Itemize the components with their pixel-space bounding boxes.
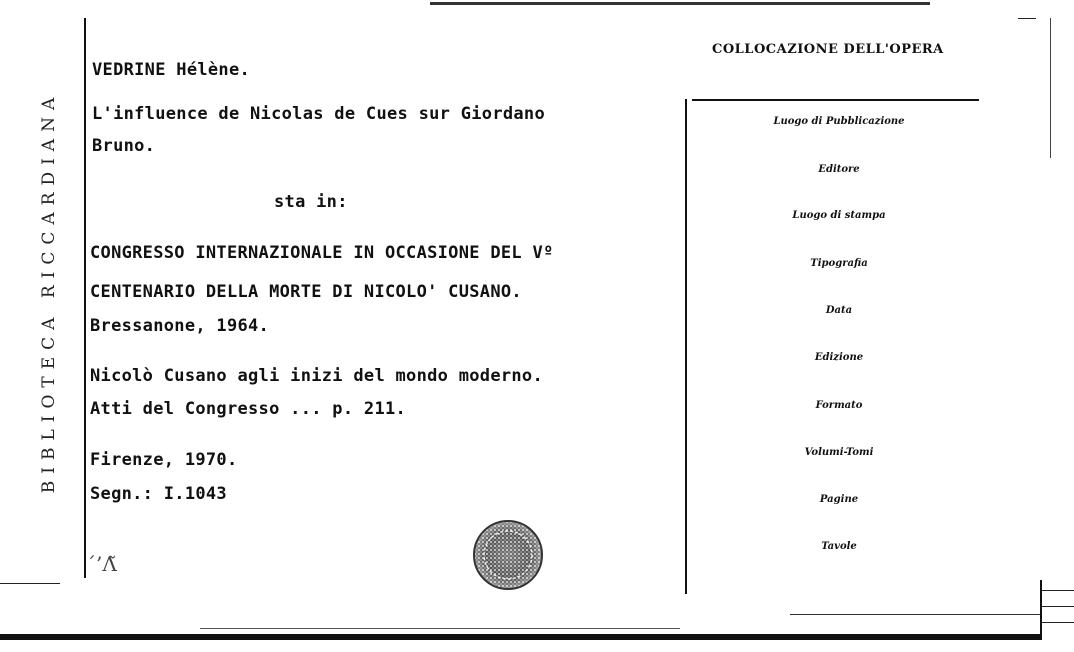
collocation-heading: COLLOCAZIONE DELL'OPERA	[712, 42, 944, 57]
library-stamp-icon	[470, 517, 546, 593]
field-printer: Tipografia	[810, 258, 868, 269]
field-place-of-publication: Luogo di Pubblicazione	[773, 116, 905, 127]
scan-dash-bottom-left	[0, 583, 60, 584]
collocation-top-rule	[692, 99, 979, 101]
collocation-left-rule	[685, 99, 687, 594]
field-pages: Pagine	[819, 494, 859, 505]
scan-mark-right-vertical	[1040, 580, 1042, 640]
source-line-1: CONGRESSO INTERNAZIONALE IN OCCASIONE DEL Vº	[90, 243, 554, 263]
handwritten-mark: ´’Λ̃	[86, 552, 117, 576]
source-line-5: Atti del Congresso ... p. 211.	[90, 399, 407, 419]
source-line-4: Nicolò Cusano agli inizi del mondo moderno.	[90, 366, 543, 386]
scan-dash-bottom-mid	[200, 628, 680, 629]
field-place-of-printing: Luogo di stampa	[792, 210, 886, 221]
scan-mark-right-2	[1042, 606, 1074, 607]
library-name: BIBLIOTECA RICCARDIANA	[39, 90, 59, 494]
scan-mark-right-3	[1042, 622, 1074, 623]
in-label: sta in:	[274, 192, 348, 212]
author: VEDRINE Hélène.	[92, 60, 251, 80]
source-line-2: CENTENARIO DELLA MORTE DI NICOLO' CUSANO.	[90, 282, 522, 302]
source-line-3: Bressanone, 1964.	[90, 316, 270, 336]
scan-mark-right-1	[1042, 590, 1074, 591]
scan-edge-top	[430, 2, 930, 5]
field-edition: Edizione	[814, 352, 864, 363]
scan-edge-bottom	[0, 634, 1040, 640]
field-plates: Tavole	[821, 541, 857, 552]
field-date: Data	[825, 305, 853, 316]
title-line-2: Bruno.	[92, 136, 156, 156]
imprint: Firenze, 1970.	[90, 450, 238, 470]
scan-mark-top-right	[1018, 18, 1036, 19]
field-publisher: Editore	[818, 164, 860, 175]
scan-dash-bottom-right	[790, 614, 1040, 615]
right-edge-rule	[1050, 18, 1051, 158]
field-format: Formato	[815, 400, 863, 411]
shelfmark: Segn.: I.1043	[90, 484, 227, 504]
left-margin-rule	[84, 18, 86, 578]
field-volumes: Volumi-Tomi	[804, 447, 874, 458]
title-line-1: L'influence de Nicolas de Cues sur Giordano	[92, 104, 545, 124]
